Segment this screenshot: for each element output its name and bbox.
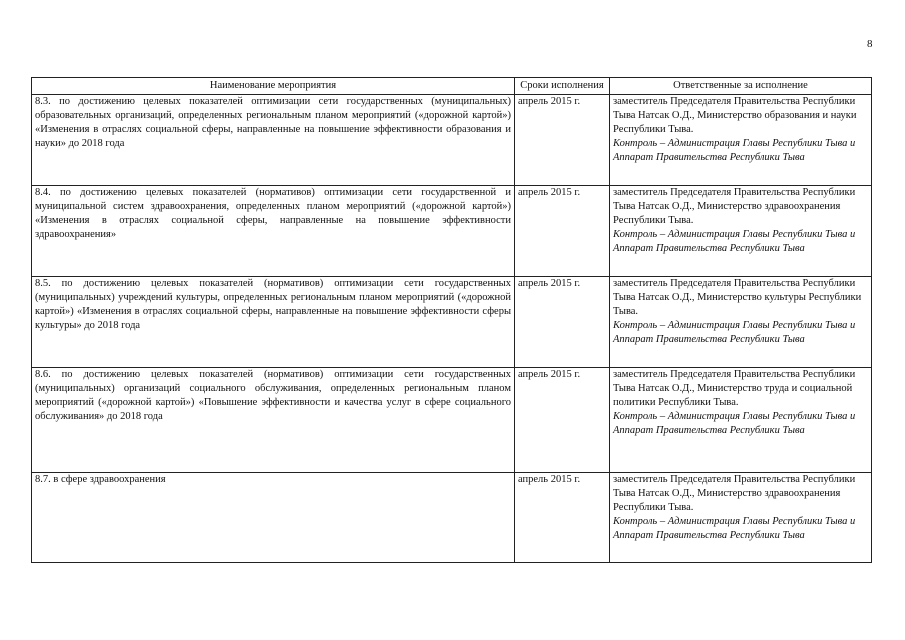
row-responsible — [610, 368, 872, 473]
responsible-text: заместитель Председателя Правительства Республики Тыва Натсак О.Д., Министерство культуры Республики Тыва. — [613, 278, 862, 317]
table-row — [32, 473, 872, 563]
header-term: Сроки исполнения — [515, 78, 610, 95]
row-name — [32, 186, 515, 277]
row-term: апрель 2015 г. — [515, 368, 610, 473]
header-name: Наименование мероприятия — [32, 78, 515, 95]
control-text: Контроль – Администрация Главы Республики Тыва и Аппарат Правительства Республики Тыва — [613, 138, 856, 163]
control-text: Контроль – Администрация Главы Республики Тыва и Аппарат Правительства Республики Тыва — [613, 320, 856, 345]
row-responsible — [610, 186, 872, 277]
control-text: Контроль – Администрация Главы Республики Тыва и Аппарат Правительства Республики Тыва — [613, 411, 856, 436]
row-name-text: 8.6. по достижению целевых показателей (нормативов) оптимизации сети государственных (муниципальных) организаций социального обслуживания, определенных региональным планом мероприятий («дорожной картой») «Повышение эффективности и качества услуг в сфере социального обслуживания» до 2018 года — [35, 369, 511, 422]
measures-table — [31, 77, 872, 563]
control-text: Контроль – Администрация Главы Республики Тыва и Аппарат Правительства Республики Тыва — [613, 516, 856, 541]
table-row — [32, 277, 872, 368]
row-responsible — [610, 277, 872, 368]
table-row — [32, 186, 872, 277]
page-number: 8 — [867, 38, 873, 50]
row-name-text: 8.7. в сфере здравоохранения — [35, 474, 166, 485]
row-responsible — [610, 95, 872, 186]
responsible-text: заместитель Председателя Правительства Республики Тыва Натсак О.Д., Министерство труда и социальной политики Республики Тыва. — [613, 369, 856, 408]
row-term: апрель 2015 г. — [515, 186, 610, 277]
table-row — [32, 368, 872, 473]
row-term: апрель 2015 г. — [515, 473, 610, 563]
row-name-text: 8.4. по достижению целевых показателей (нормативов) оптимизации сети государственной и муниципальной систем здравоохранения, определенных планом мероприятий («дорожной картой») «Изменения в отраслях социальной сферы, направленные на повышение эффективности здравоохранения» — [35, 187, 511, 240]
row-term: апрель 2015 г. — [515, 277, 610, 368]
row-term: апрель 2015 г. — [515, 95, 610, 186]
row-name-text: 8.5. по достижению целевых показателей (нормативов) оптимизации сети государственных (муниципальных) учреждений культуры, определенных региональным планом мероприятий («дорожной картой») «Изменения в отраслях социальной сферы, направленные на повышение эффективности сферы культуры» до 2018 года — [35, 278, 511, 331]
row-name — [32, 277, 515, 368]
control-text: Контроль – Администрация Главы Республики Тыва и Аппарат Правительства Республики Тыва — [613, 229, 856, 254]
row-responsible — [610, 473, 872, 563]
responsible-text: заместитель Председателя Правительства Республики Тыва Натсак О.Д., Министерство здравоохранения Республики Тыва. — [613, 187, 856, 226]
row-name — [32, 368, 515, 473]
responsible-text: заместитель Председателя Правительства Республики Тыва Натсак О.Д., Министерство образования и науки Республики Тыва. — [613, 96, 857, 135]
header-responsible: Ответственные за исполнение — [610, 78, 872, 95]
responsible-text: заместитель Председателя Правительства Республики Тыва Натсак О.Д., Министерство здравоохранения Республики Тыва. — [613, 474, 856, 513]
row-name-text: 8.3. по достижению целевых показателей оптимизации сети государственных (муниципальных) образовательных организаций, определенных региональным планом мероприятий («дорожной картой») «Изменения в отраслях социальной сферы, направленные на повышение эффективности образования и науки» до 2018 года — [35, 96, 511, 149]
table-row — [32, 95, 872, 186]
row-name — [32, 95, 515, 186]
row-name — [32, 473, 515, 563]
table-header-row — [32, 78, 872, 95]
